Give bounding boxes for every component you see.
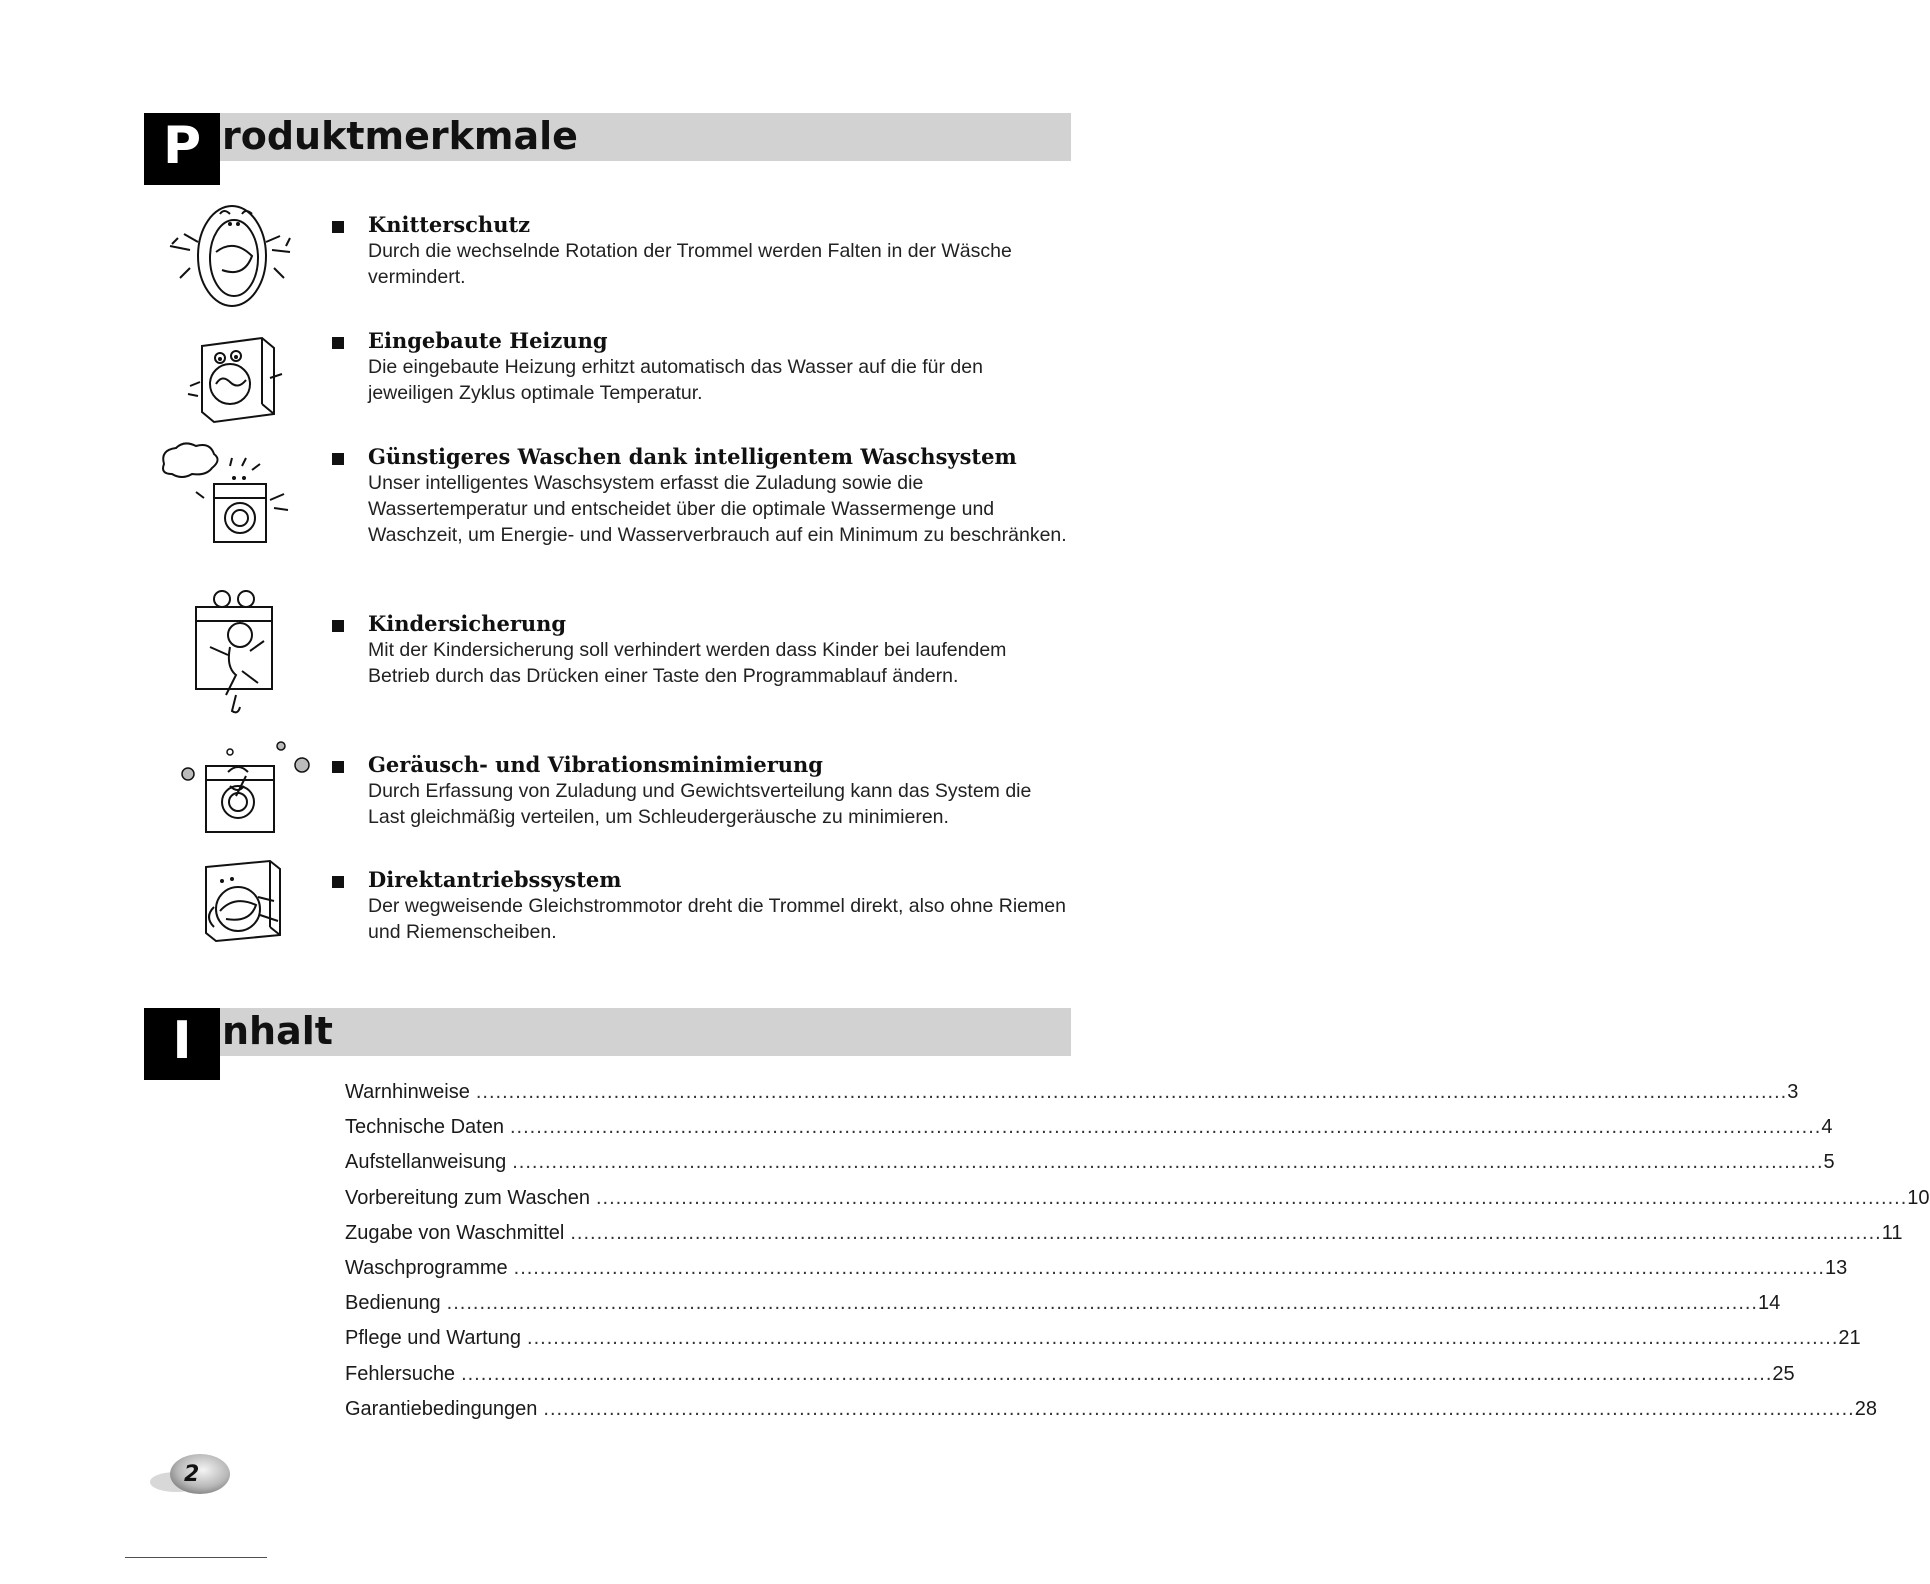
- feature-title: Knitterschutz: [368, 212, 531, 237]
- toc-leader: ........................................................................................................................................................................................................: [595, 1186, 1908, 1209]
- toc-page: 4: [1821, 1116, 1833, 1139]
- toc-leader: ........................................................................................................................................................................................................: [543, 1397, 1855, 1420]
- feature-title: Geräusch- und Vibrationsminimierung: [368, 752, 823, 777]
- feature-title: Günstigeres Waschen dank intelligentem Waschsystem: [368, 444, 1017, 469]
- toc-leader: ........................................................................................................................................................................................................: [527, 1327, 1839, 1350]
- features-section-header: [144, 113, 1071, 185]
- toc-page: 13: [1824, 1257, 1848, 1280]
- toc-entry[interactable]: [345, 1075, 1799, 1110]
- toc-leader: ........................................................................................................................................................................................................: [461, 1362, 1773, 1385]
- toc-entry[interactable]: [345, 1251, 1848, 1286]
- toc-leader: ........................................................................................................................................................................................................: [513, 1257, 1825, 1280]
- feature-description: Unser intelligentes Waschsystem erfasst die Zuladung sowie die Wassertemperatur und entscheidet über die optimale Wassermenge und Waschzeit, um Energie- und Wasserverbrauch auf ein Minimum zu beschränken.: [368, 472, 1067, 546]
- toc-page: 5: [1823, 1151, 1835, 1174]
- toc-entry[interactable]: [345, 1321, 1861, 1356]
- direct-drive-icon: [150, 867, 310, 977]
- tumbling-drum-icon: [150, 212, 310, 322]
- bullet-icon: [332, 453, 344, 465]
- toc-title: Fehlersuche: [345, 1362, 456, 1385]
- footer-rule: [125, 1557, 267, 1558]
- page-number-badge: [150, 1452, 232, 1498]
- toc-page: 21: [1838, 1327, 1861, 1350]
- toc-page: 28: [1854, 1397, 1877, 1420]
- toc-title: Waschprogramme: [345, 1257, 508, 1280]
- header-initial: P: [144, 113, 220, 185]
- table-of-contents: [345, 1075, 1930, 1427]
- feature-title: Eingebaute Heizung: [368, 328, 608, 353]
- toc-leader: ........................................................................................................................................................................................................: [475, 1081, 1788, 1104]
- toc-title: Aufstellanweisung: [345, 1151, 507, 1174]
- toc-page: 3: [1787, 1081, 1799, 1104]
- washer-heating-icon: [150, 328, 310, 438]
- toc-entry[interactable]: [345, 1110, 1833, 1145]
- feature-description: Der wegweisende Gleichstrommotor dreht die Trommel direkt, also ohne Riemen und Riemenscheiben.: [368, 895, 1066, 943]
- header-title: roduktmerkmale: [222, 114, 578, 158]
- bullet-icon: [332, 620, 344, 632]
- toc-title: Technische Daten: [345, 1116, 504, 1139]
- toc-entry[interactable]: [345, 1357, 1795, 1392]
- page-number: 2: [184, 1462, 200, 1487]
- thinking-washer-icon: [150, 444, 310, 554]
- toc-leader: ........................................................................................................................................................................................................: [512, 1151, 1824, 1174]
- toc-title: Pflege und Wartung: [345, 1327, 522, 1350]
- toc-leader: ........................................................................................................................................................................................................: [509, 1116, 1822, 1139]
- header-initial: I: [144, 1008, 220, 1080]
- toc-page: 10: [1907, 1186, 1930, 1209]
- toc-entry[interactable]: [345, 1181, 1930, 1216]
- feature-description: Durch Erfassung von Zuladung und Gewichtsverteilung kann das System die Last gleichmäßig verteilen, um Schleudergeräusche zu minimieren.: [368, 780, 1032, 828]
- header-bar: [220, 1008, 1071, 1056]
- bullet-icon: [332, 761, 344, 773]
- toc-page: 25: [1772, 1362, 1795, 1385]
- quiet-washer-icon: [150, 752, 310, 862]
- toc-leader: ........................................................................................................................................................................................................: [570, 1221, 1882, 1244]
- toc-entry[interactable]: [345, 1286, 1781, 1321]
- feature-description: Durch die wechselnde Rotation der Trommel werden Falten in der Wäsche vermindert.: [368, 240, 1012, 288]
- header-title: nhalt: [222, 1009, 333, 1053]
- bullet-icon: [332, 876, 344, 888]
- toc-title: Bedienung: [345, 1292, 441, 1315]
- contents-section-header: [144, 1008, 1071, 1080]
- bullet-icon: [332, 337, 344, 349]
- toc-entry[interactable]: [345, 1145, 1835, 1180]
- toc-page: 11: [1881, 1221, 1903, 1244]
- child-lock-icon: [150, 611, 310, 721]
- toc-page: 14: [1757, 1292, 1781, 1315]
- toc-title: Zugabe von Waschmittel: [345, 1221, 565, 1244]
- feature-description: Die eingebaute Heizung erhitzt automatisch das Wasser auf die für den jeweiligen Zyklus optimale Temperatur.: [368, 356, 983, 404]
- toc-title: Warnhinweise: [345, 1081, 470, 1104]
- feature-title: Direktantriebssystem: [368, 867, 622, 892]
- toc-leader: ........................................................................................................................................................................................................: [446, 1292, 1758, 1315]
- toc-entry[interactable]: [345, 1216, 1903, 1251]
- feature-title: Kindersicherung: [368, 611, 567, 636]
- toc-title: Vorbereitung zum Waschen: [345, 1186, 590, 1209]
- feature-description: Mit der Kindersicherung soll verhindert werden dass Kinder bei laufendem Betrieb durch das Drücken einer Taste den Programmablauf ändern.: [368, 639, 1007, 687]
- toc-title: Garantiebedingungen: [345, 1397, 538, 1420]
- toc-entry[interactable]: [345, 1392, 1877, 1427]
- bullet-icon: [332, 221, 344, 233]
